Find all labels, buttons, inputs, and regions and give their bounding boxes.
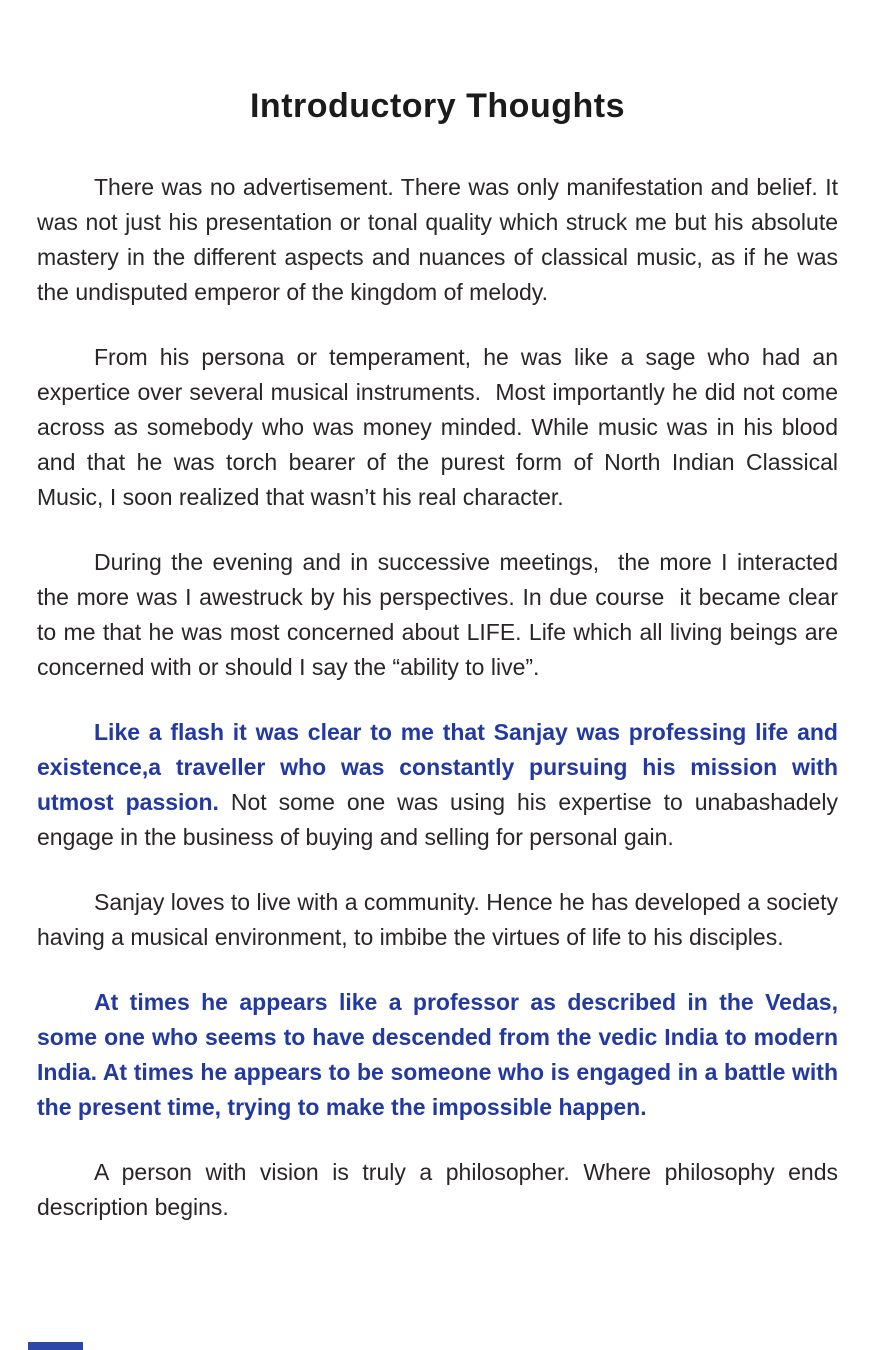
paragraph-1 xyxy=(37,170,845,310)
paragraph-4 xyxy=(37,715,845,855)
paragraph-7-text: A person with vision is truly a philosopher. Where philosophy ends description begins. xyxy=(37,1159,845,1220)
paragraph-5 xyxy=(37,885,845,955)
paragraph-1-text: There was no advertisement. There was only manifestation and belief. It was not just his presentation or tonal quality which struck me but his absolute mastery in the different aspects and nuances of classical music, as if he was the undisputed emperor of the kingdom of melody. xyxy=(37,174,845,305)
paragraph-4-emphasis: Like a flash it was clear to me that Sanjay was professing life and existence,a traveller who was constantly pursuing his mission with utmost passion. xyxy=(37,719,845,815)
paragraph-4-text: Not some one was using his expertise to unabashadely engage in the business of buying and selling for personal gain. xyxy=(37,789,845,850)
paragraph-3-text: During the evening and in successive meetings, the more I interacted the more was I awestruck by his perspectives. In due course it became clear to me that he was most concerned about LIFE. Life which all living beings are concerned with or should I say the “ability to live”. xyxy=(37,549,845,680)
paragraph-5-text: Sanjay loves to live with a community. Hence he has developed a society having a musical environment, to imbibe the virtues of life to his disciples. xyxy=(37,889,845,950)
blue-corner-mark xyxy=(28,1342,83,1350)
page-title: Introductory Thoughts xyxy=(249,87,625,125)
page-content xyxy=(37,170,851,1225)
paragraph-2 xyxy=(37,340,851,515)
paragraph-2-text: From his persona or temperament, he was like a sage who had an expertice over several musical instruments. Most importantly he did not come across as somebody who was money minded. While music was in his blood and that he was torch bearer of the purest form of North Indian Classical Music, I soon realized that wasn’t his real character. xyxy=(37,344,851,510)
paragraph-7 xyxy=(37,1155,845,1225)
paragraph-6-emphasis: At times he appears like a professor as described in the Vedas, some one who seems to have descended from the vedic India to modern India. At times he appears to be someone who is engaged in a battle with the present time, trying to make the impossible happen. xyxy=(37,989,845,1120)
paragraph-3 xyxy=(37,545,845,685)
paragraph-6 xyxy=(37,985,845,1125)
